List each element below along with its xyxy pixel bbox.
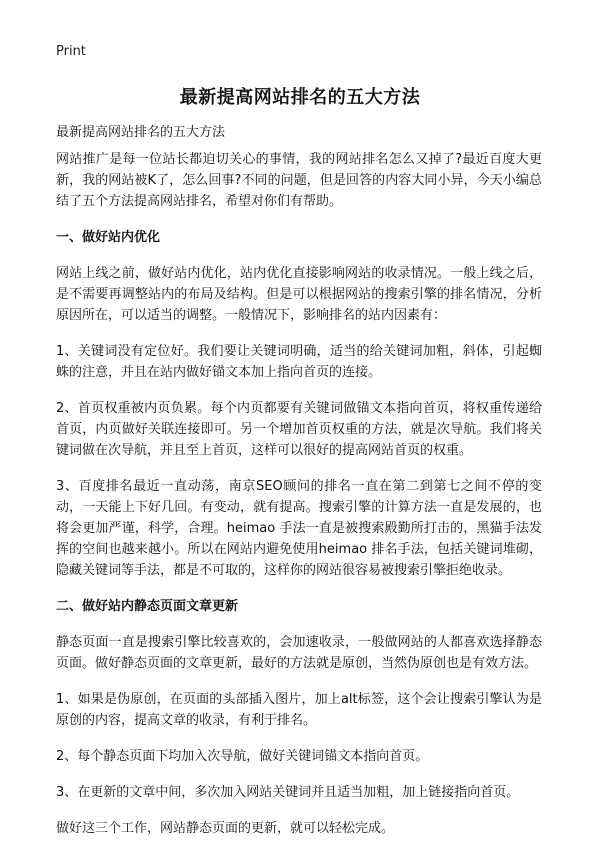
section-1-item-3: 3、百度排名最近一直动荡，南京SEO顾问的排名一直在第二到第七之间不停的变动，一天能上下好几回。有变动，就有提高。搜索引擎的计算方法一直是发展的，也将会更加严谨，科学，合理。heimao 手法一直是被搜索殿勤所打击的，黑猫手法发挥的空间也越来越小。所以在网站内避免使用heimao 排名手法，包括关键词堆砌，隐藏关键词等手法，都是不可取的，这样你的网站很容易被搜索引擎拒绝收录。 (56, 479, 542, 578)
section-1-heading: 一、做好站内优化 (56, 230, 161, 245)
intro-paragraph: 网站推广是每一位站长都迫切关心的事情，我的网站排名怎么又掉了?最近百度大更新，我的网站被K了，怎么回事?不同的问题，但是回答的内容大同小异，今天小编总结了五个方法提高网站排名，希望对你们有帮助。 (56, 152, 542, 209)
section-2-item-3: 3、在更新的文章中间，多次加入网站关键词并且适当加粗，加上链接指向首页。 (56, 785, 520, 800)
section-2-item-1: 1、如果是伪原创，在页面的头部插入图片，加上alt标签，这个会让搜索引擎认为是原创的内容，提高文章的收录，有利于排名。 (56, 692, 542, 728)
article-body (56, 149, 542, 854)
section-1-item-2: 2、首页权重被内页负累。每个内页都要有关键词做锚文本指向首页，将权重传递给首页，内页做好关联连接即可。另一个增加首页权重的方法，就是次导航。我们将关键词做在次导航，并且至上首页，这样可以很好的提高网站首页的权重。 (56, 401, 542, 458)
section-2-item-2: 2、每个静态页面下均加入次导航，做好关键词锚文本指向首页。 (56, 749, 429, 764)
print-label[interactable]: Print (56, 44, 86, 59)
section-1-item-1: 1、关键词没有定位好。我们要让关键词明确，适当的给关键词加粗，斜体，引起蜘蛛的注意，并且在站内做好锚文本加上指向首页的连接。 (56, 344, 542, 380)
closing-paragraph: 做好这三个工作，网站静态页面的更新，就可以轻松完成。 (56, 821, 395, 836)
section-2-paragraph: 静态页面一直是搜索引擎比较喜欢的，会加速收录，一般做网站的人都喜欢选择静态页面。做好静态页面的文章更新，最好的方法就是原创，当然伪原创也是有效方法。 (56, 635, 542, 671)
document-subtitle: 最新提高网站排名的五大方法 (56, 125, 226, 140)
section-1-paragraph: 网站上线之前，做好站内优化，站内优化直接影响网站的收录情况。一般上线之后，是不需要再调整站内的布局及结构。但是可以根据网站的搜索引擎的排名情况，分析原因所在，可以适当的调整。一般情况下，影响排名的站内因素有： (56, 266, 542, 323)
section-2-heading: 二、做好站内静态页面文章更新 (56, 599, 239, 614)
page-title: 最新提高网站排名的五大方法 (179, 87, 421, 108)
